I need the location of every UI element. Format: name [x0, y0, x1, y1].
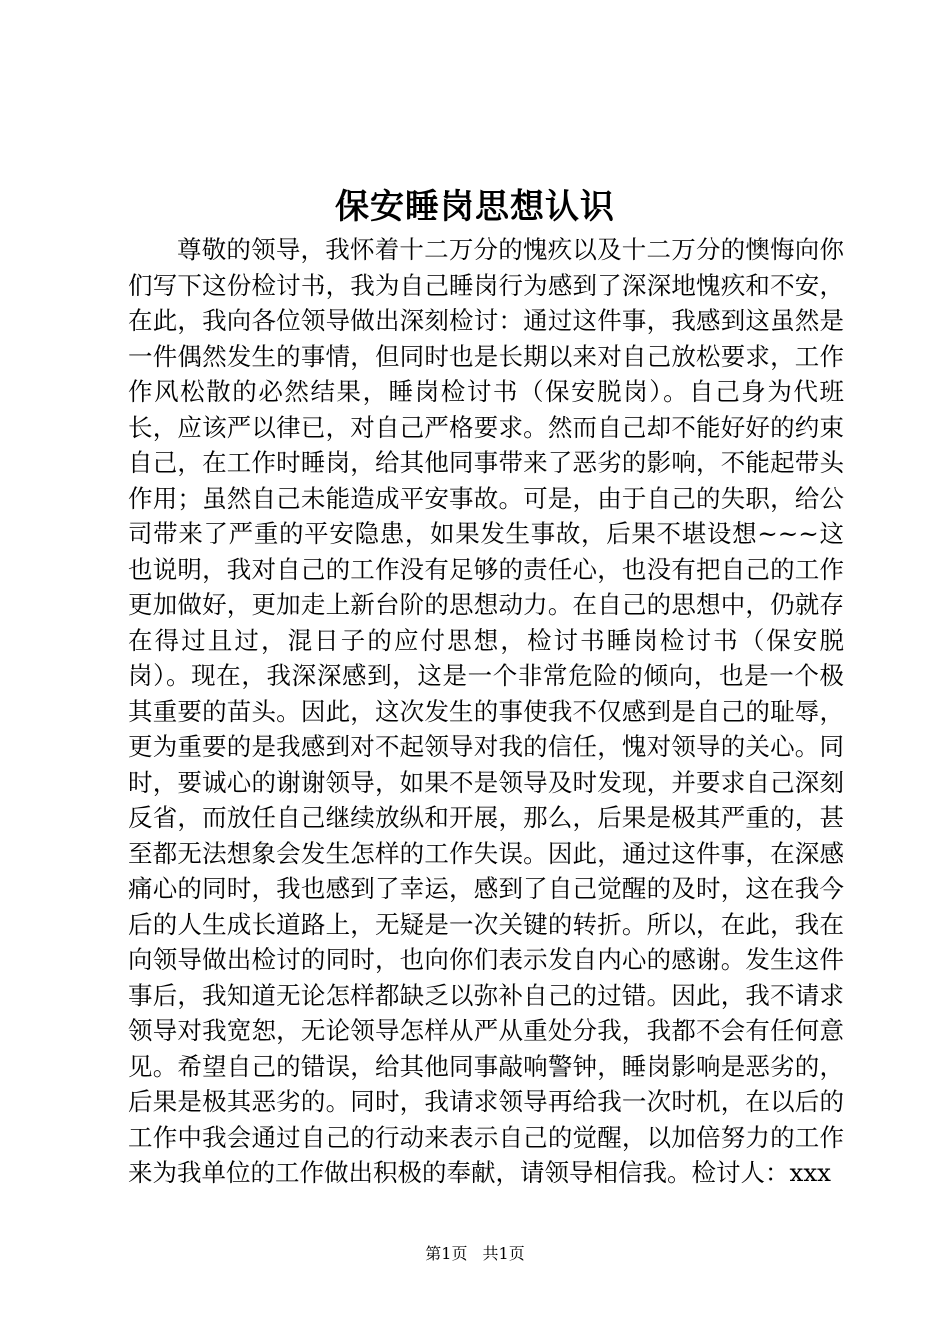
- document-title: 保安睡岗思想认识: [335, 187, 615, 227]
- page-number: 第1页: [425, 1244, 468, 1263]
- page-footer: [0, 1243, 950, 1265]
- page-count: 共1页: [482, 1244, 525, 1263]
- document-body: 尊敬的领导，我怀着十二万分的愧疚以及十二万分的懊悔向你们写下这份检讨书，我为自己睡岗行为感到了深深地愧疚和不安，在此，我向各位领导做出深刻检讨：通过这件事，我感到这虽然是一件偶然发生的事情，但同时也是长期以来对自己放松要求，工作作风松散的必然结果，睡岗检讨书（保安脱岗）。自己身为代班长，应该严以律已，对自己严格要求。然而自己却不能好好的约束自己，在工作时睡岗，给其他同事带来了恶劣的影响，不能起带头作用；虽然自己未能造成平安事故。可是，由于自己的失职，给公司带来了严重的平安隐患，如果发生事故，后果不堪设想~~~这也说明，我对自己的工作没有足够的责任心，也没有把自己的工作更加做好，更加走上新台阶的思想动力。在自己的思想中，仍就存在得过且过，混日子的应付思想，检讨书睡岗检讨书（保安脱岗）。现在，我深深感到，这是一个非常危险的倾向，也是一个极其重要的苗头。因此，这次发生的事使我不仅感到是自己的耻辱，更为重要的是我感到对不起领导对我的信任，愧对领导的关心。同时，要诚心的谢谢领导，如果不是领导及时发现，并要求自己深刻反省，而放任自己继续放纵和开展，那么，后果是极其严重的，甚至都无法想象会发生怎样的工作失误。因此，通过这件事，在深感痛心的同时，我也感到了幸运，感到了自己觉醒的及时，这在我今后的人生成长道路上，无疑是一次关键的转折。所以，在此，我在向领导做出检讨的同时，也向你们表示发自内心的感谢。发生这件事后，我知道无论怎样都缺乏以弥补自己的过错。因此，我不请求领导对我宽恕，无论领导怎样从严从重处分我，我都不会有任何意见。希望自己的错误，给其他同事敲响警钟，睡岗影响是恶劣的，后果是极其恶劣的。同时，我请求领导再给我一次时机，在以后的工作中我会通过自己的行动来表示自己的觉醒，以加倍努力的工作来为我单位的工作做出积极的奉献，请领导相信我。检讨人：xxx: [128, 235, 844, 1187]
